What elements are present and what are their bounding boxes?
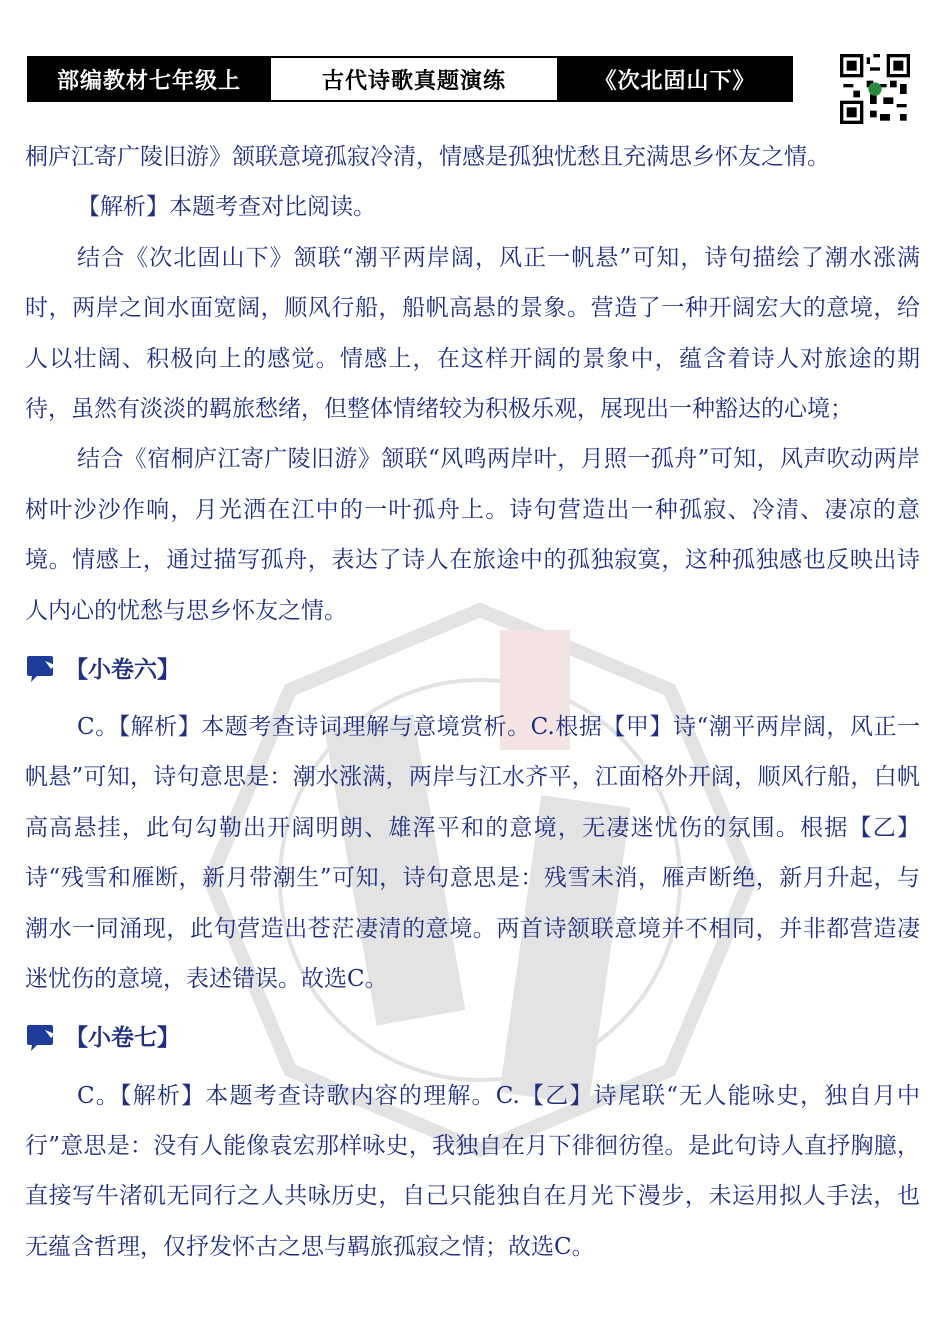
header-grade: 部编教材七年级上	[29, 58, 269, 100]
section-7-label: 【小卷七】	[65, 1024, 180, 1052]
header-topic: 古代诗歌真题演练	[269, 58, 559, 100]
header-bar	[27, 56, 793, 102]
header-poem-title: 《次北固山下》	[559, 58, 791, 100]
section-6-body: C。【解析】本题考查诗词理解与意境赏析。C.根据【甲】诗“潮平两岸阔，风正一帆悬”可知，诗句意思是：潮水涨满，两岸与江水齐平，江面格外开阔，顺风行船，白帆高高悬挂，此句勾勒出开阔明朗、雄浑平和的意境，无凄迷忧伤的氛围。根据【乙】诗“残雪和雁断，新月带潮生”可知，诗句意思是：残雪未消，雁声断绝，新月升起，与潮水一同涌现，此句营造出苍茫凄清的意境。两首诗颔联意境并不相同，并非都营造凄迷忧伤的意境，表述错误。故选C。	[25, 714, 920, 993]
analysis-paragraph-2: 结合《宿桐庐江寄广陵旧游》颔联“风鸣两岸叶，月照一孤舟”可知，风声吹动两岸树叶沙沙作响，月光洒在江中的一叶孤舟上。诗句营造出一种孤寂、冷清、凄凉的意境。情感上，通过描写孤舟，表达了诗人在旅途中的孤独寂寞，这种孤独感也反映出诗人内心的忧愁与思乡怀友之情。	[25, 446, 920, 624]
section-title-6	[25, 642, 920, 698]
answer-content	[25, 132, 920, 1272]
comment-bubble-icon	[25, 655, 59, 685]
qr-code-icon	[840, 54, 910, 124]
section-6-label: 【小卷六】	[65, 655, 180, 683]
comment-bubble-icon	[25, 1024, 59, 1054]
section-title-7	[25, 1011, 920, 1067]
analysis-paragraph-1: 结合《次北固山下》颔联“潮平两岸阔，风正一帆悬”可知，诗句描绘了潮水涨满时，两岸之间水面宽阔，顺风行船，船帆高悬的景象。营造了一种开阔宏大的意境，给人以壮阔、积极向上的感觉。情感上，在这样开阔的景象中，蕴含着诗人对旅途的期待，虽然有淡淡的羁旅愁绪，但整体情绪较为积极乐观，展现出一种豁达的心境；	[25, 244, 920, 423]
paragraph-continued: 桐庐江寄广陵旧游》颔联意境孤寂冷清，情感是孤独忧愁且充满思乡怀友之情。	[25, 144, 830, 170]
section-7-body: C。【解析】本题考查诗歌内容的理解。C.【乙】诗尾联“无人能咏史，独自月中行”意思是：没有人能像袁宏那样咏史，我独自在月下徘徊彷徨。是此句诗人直抒胸臆，直接写牛渚矶无同行之人共咏历史，自己只能独自在月光下漫步，未运用拟人手法，也无蕴含哲理，仅抒发怀古之思与羁旅孤寂之情；故选C。	[25, 1082, 920, 1260]
analysis-intro: 【解析】本题考查对比阅读。	[77, 194, 376, 221]
